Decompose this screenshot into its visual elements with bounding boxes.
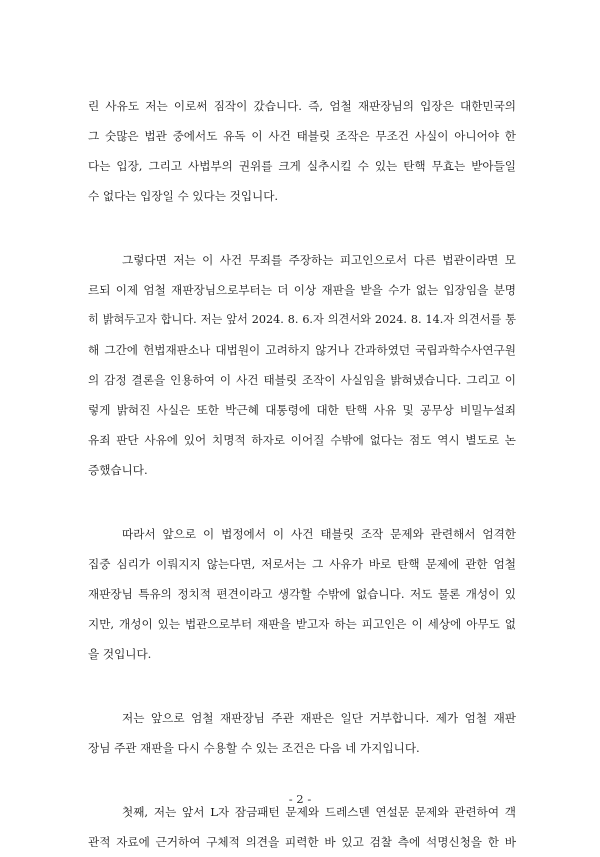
paragraph-3 [88, 519, 516, 669]
text-line: 다는 입장, 그리고 사법부의 권위를 크게 실추시킬 수 있는 탄핵 무효는 받아들일 [88, 159, 516, 173]
text-line: 지만, 개성이 있는 법관으로부터 재판을 받고자 하는 피고인은 이 세상에 아무도 없 [88, 617, 516, 631]
paragraph-gap [88, 211, 516, 245]
text-line: 집중 심리가 이뤄지지 않는다면, 저로서는 그 사유가 바로 탄핵 문제에 관한 엄철 [88, 557, 516, 571]
paragraph-4 [88, 703, 516, 763]
paragraph-gap [88, 669, 516, 703]
text-line: 관적 자료에 근거하여 구체적 의견을 피력한 바 있고 검찰 측에 석명신청을 한 바 [88, 835, 516, 849]
text-line: 해 그간에 헌법재판소나 대법원이 고려하지 않거나 간과하였던 국립과학수사연구원 [88, 343, 516, 357]
text-line: 따라서 앞으로 이 법정에서 이 사건 태블릿 조작 문제와 관련해서 엄격한 [122, 527, 516, 541]
text-line: 유죄 판단 사유에 있어 치명적 하자로 이어질 수밖에 없다는 점도 역시 별도로 논 [88, 433, 516, 447]
text-line: 증했습니다. [88, 463, 148, 477]
text-line: 그렇다면 저는 이 사건 무죄를 주장하는 피고인으로서 다른 법관이라면 모 [122, 253, 516, 267]
paragraph-1 [88, 91, 516, 211]
text-line: 장님 주관 재판을 다시 수용할 수 있는 조건은 다음 네 가지입니다. [88, 741, 420, 755]
paragraph-5 [88, 797, 516, 857]
text-line: 수 없다는 입장일 수 있다는 것입니다. [88, 189, 279, 203]
paragraph-2 [88, 245, 516, 485]
page-number: - 2 - [288, 792, 312, 806]
text-line: 재판장님 특유의 정치적 편견이라고 생각할 수밖에 없습니다. 저도 물론 개성이 있 [88, 587, 516, 601]
text-line: 저는 앞으로 엄철 재판장님 주관 재판은 일단 거부합니다. 제가 엄철 재판 [122, 711, 516, 725]
text-line: 르되 이제 엄철 재판장님으로부터는 더 이상 재판을 받을 수가 없는 입장임을 분명 [88, 283, 516, 297]
text-line: 히 밝혀두고자 합니다. 저는 앞서 2024. 8. 6.자 의견서와 2024. 8. 14.자 의견서를 통 [88, 313, 516, 326]
text-line: 렇게 밝혀진 사실은 또한 박근혜 대통령에 대한 탄핵 사유 및 공무상 비밀누설죄 [88, 403, 516, 417]
text-line: 린 사유도 저는 이로써 짐작이 갔습니다. 즉, 엄철 재판장님의 입장은 대한민국의 [88, 99, 516, 113]
text-line: 첫째, 저는 앞서 L자 잠금패턴 문제와 드레스덴 연설문 문제와 관련하여 객 [122, 805, 516, 819]
text-line: 그 숫많은 법관 중에서도 유독 이 사건 태블릿 조작은 무조건 사실이 아니어야 한 [88, 129, 516, 143]
text-line: 의 감정 결론을 인용하여 이 사건 태블릿 조작이 사실임을 밝혀냈습니다. 그리고 이 [88, 373, 516, 387]
text-line: 을 것입니다. [88, 647, 152, 661]
paragraph-gap [88, 485, 516, 519]
document-body [88, 91, 516, 857]
